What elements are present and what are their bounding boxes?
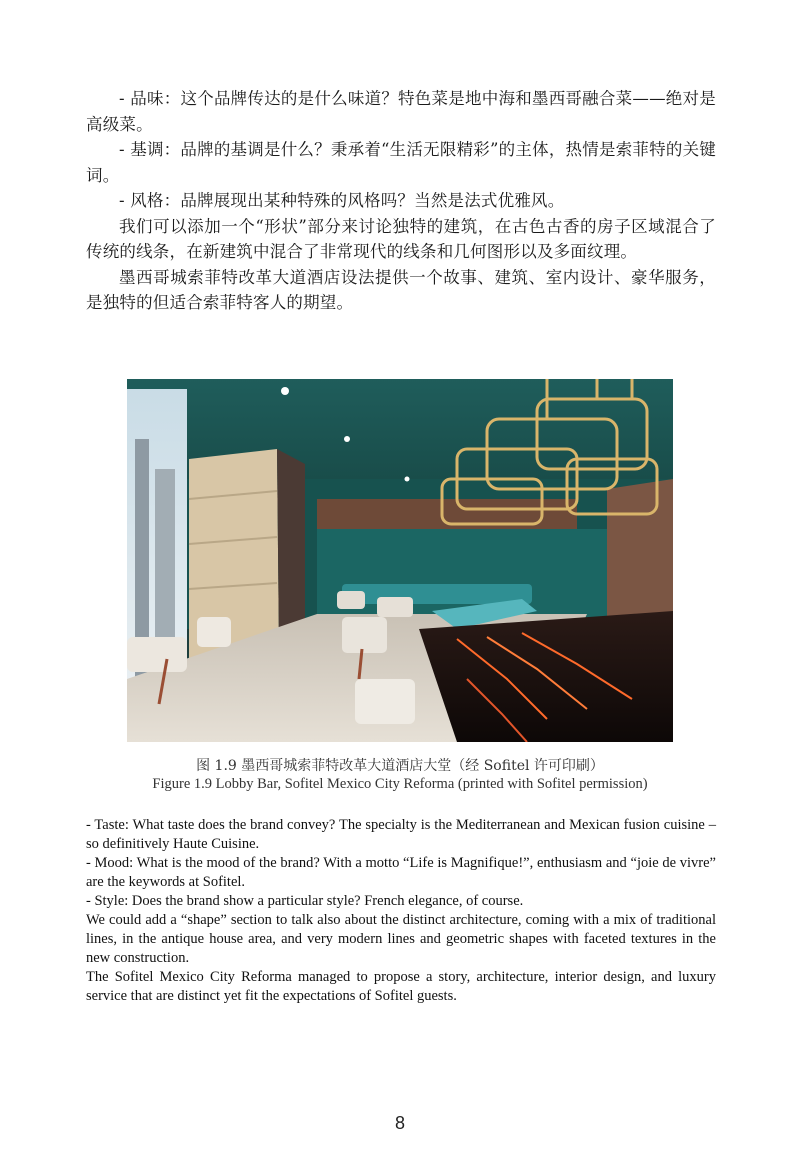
figure-caption-cn: 图 1.9 墨西哥城索菲特改革大道酒店大堂（经 Sofitel 许可印刷） (196, 758, 604, 774)
paragraph-style-cn: - 风格：品牌展现出某种特殊的风格吗？当然是法式优雅风。 (119, 191, 565, 210)
paragraph-style-en: - Style: Does the brand show a particular style? French elegance, of course. (86, 893, 524, 909)
paragraph-summary-en: The Sofitel Mexico City Reforma managed to propose a story, architecture, interior design, and luxury service that are distinct yet fit the expectations of Sofitel guests. (86, 969, 716, 1004)
figure-caption-en: Figure 1.9 Lobby Bar, Sofitel Mexico City Reforma (printed with Sofitel permission) (152, 776, 648, 792)
page-number: 8 (394, 1113, 405, 1133)
chinese-body-text (86, 86, 716, 316)
paragraph-mood-en: - Mood: What is the mood of the brand? With a motto “Life is Magnifique!”, enthusiasm and “joie de vivre” are the keywords at Sofitel. (86, 855, 716, 890)
paragraph-shape-en: We could add a “shape” section to talk also about the distinct architecture, coming with a mix of traditional lines, in the antique house area, and very modern lines and geometric shapes with faceted textures in the new construction. (86, 912, 716, 966)
lobby-bar-photo (127, 379, 673, 742)
paragraph-summary-cn: 墨西哥城索菲特改革大道酒店设法提供一个故事、建筑、室内设计、豪华服务，是独特的但适合索菲特客人的期望。 (86, 267, 716, 312)
paragraph-shape-cn: 我们可以添加一个“形状”部分来讨论独特的建筑，在古色古香的房子区域混合了传统的线条，在新建筑中混合了非常现代的线条和几何图形以及多面纹理。 (86, 216, 716, 261)
paragraph-taste-en: - Taste: What taste does the brand convey? The specialty is the Mediterranean and Mexican fusion cuisine – so definitively Haute Cuisine. (86, 817, 716, 852)
english-body-text (86, 816, 716, 1006)
paragraph-mood-cn: - 基调：品牌的基调是什么？秉承着“生活无限精彩”的主体，热情是索菲特的关键词。 (86, 140, 716, 185)
paragraph-taste-cn: - 品味：这个品牌传达的是什么味道？特色菜是地中海和墨西哥融合菜——绝对是高级菜。 (86, 89, 716, 134)
